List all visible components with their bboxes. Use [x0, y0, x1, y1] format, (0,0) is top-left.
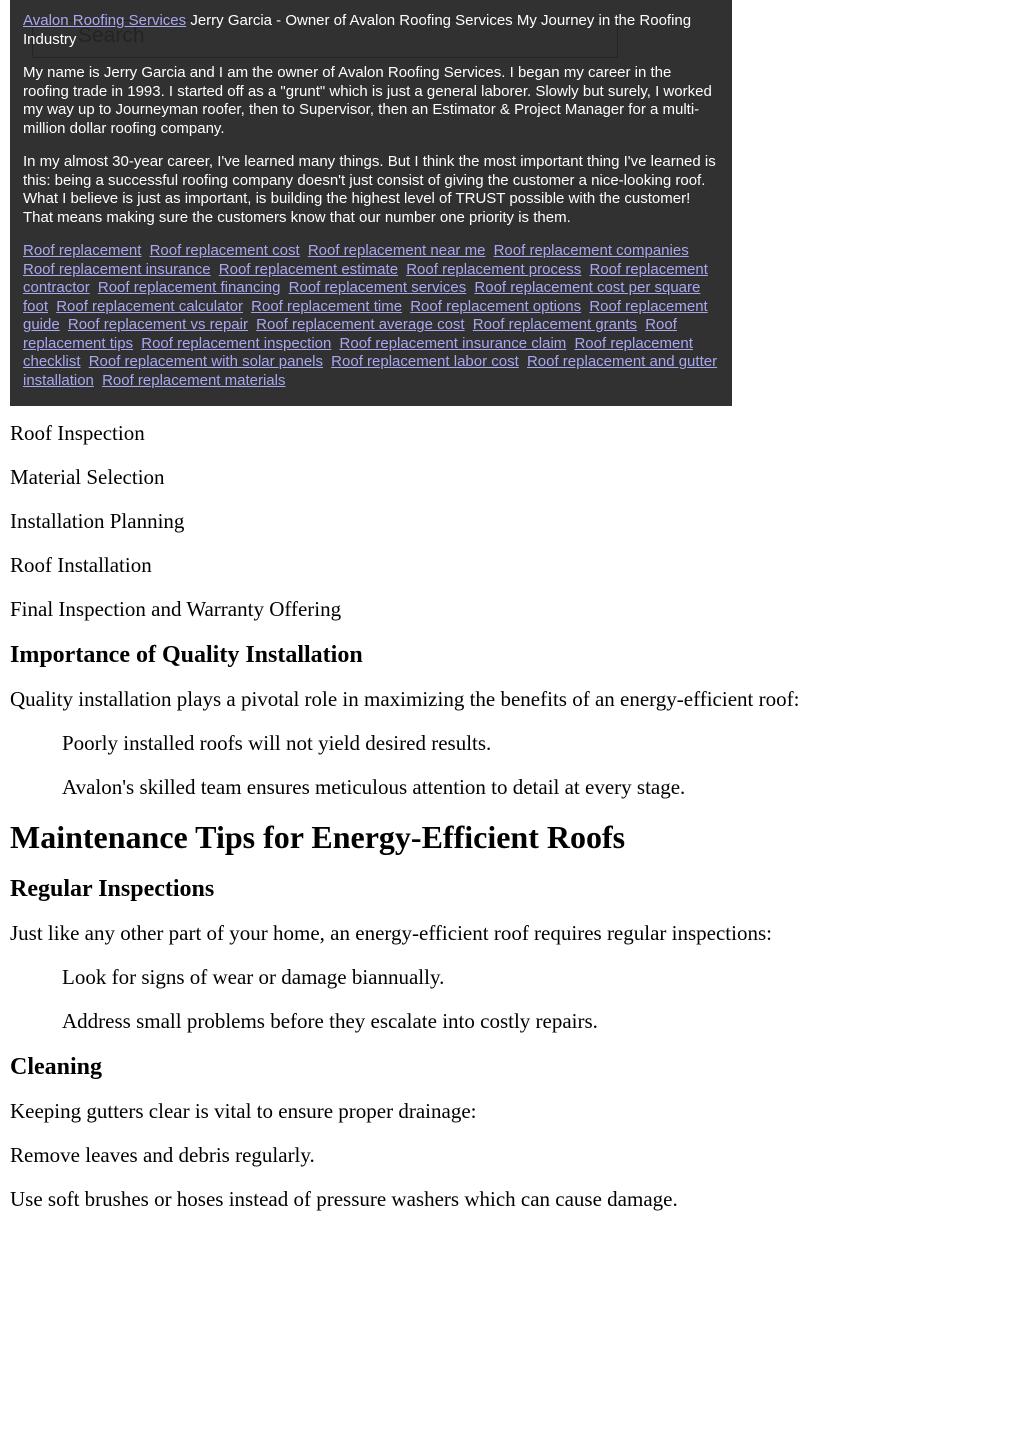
quality-intro: Quality installation plays a pivotal role in maximizing the benefits of an energy-efficient roof: [10, 687, 800, 711]
cleaning-intro: Keeping gutters clear is vital to ensure proper drainage: [10, 1099, 477, 1123]
tag-link[interactable]: Roof replacement financing [97, 279, 281, 296]
tag-link[interactable]: Roof replacement tips [23, 316, 677, 352]
author-bio-box [10, 0, 732, 406]
tag-link[interactable]: Roof replacement guide [23, 297, 708, 333]
inspections-heading: Regular Inspections [10, 876, 215, 902]
tag-link[interactable]: Roof replacement companies [493, 242, 689, 259]
step-item: Material Selection [10, 465, 165, 489]
tag-link[interactable]: Roof replacement estimate [218, 260, 399, 278]
tag-link[interactable]: Roof replacement vs repair [67, 316, 248, 333]
tag-link[interactable]: Roof replacement time [251, 297, 403, 315]
cleaning-heading: Cleaning [10, 1054, 103, 1080]
step-item: Roof Inspection [10, 421, 145, 445]
tag-link[interactable]: Roof replacement and gutter installation [23, 353, 718, 389]
maintenance-heading: Maintenance Tips for Energy-Efficient Roofs [10, 819, 626, 855]
author-headline-row [23, 12, 720, 49]
tag-link[interactable]: Roof replacement with solar panels [88, 353, 323, 370]
site-link[interactable]: Avalon Roofing Services [23, 12, 187, 29]
tag-link[interactable]: Roof replacement inspection [141, 334, 332, 352]
list-item: Poorly installed roofs will not yield desired results. [62, 731, 492, 755]
tag-link[interactable]: Roof replacement grants [472, 316, 638, 333]
tag-link[interactable]: Roof replacement labor cost [331, 353, 519, 370]
tag-link[interactable]: Roof replacement checklist [23, 334, 693, 370]
author-paragraph: In my almost 30-year career, I've learned many things. But I think the most important thing I've learned is this: being a successful roofing company doesn't just consist of giving the customer a nice-looking roof. What I believe is just as important, is building the highest level of TRUST possible with the customer! That means making sure the customers know that our number one priority is them. [23, 153, 716, 226]
inspections-intro: Just like any other part of your home, an energy-efficient roof requires regular inspections: [10, 921, 772, 945]
step-item: Final Inspection and Warranty Offering [10, 597, 342, 621]
tag-link[interactable]: Roof replacement insurance claim [339, 334, 567, 352]
list-item: Address small problems before they escalate into costly repairs. [62, 1009, 598, 1033]
tag-link[interactable]: Roof replacement near me [307, 242, 486, 259]
tag-link[interactable]: Roof replacement cost [149, 242, 300, 259]
tag-link[interactable]: Roof replacement services [288, 279, 467, 296]
tag-link[interactable]: Roof replacement [23, 242, 142, 259]
tag-link[interactable]: Roof replacement options [410, 297, 582, 315]
tag-link[interactable]: Roof replacement average cost [256, 316, 465, 333]
list-item: Avalon's skilled team ensures meticulous attention to detail at every stage. [62, 775, 686, 799]
tag-link[interactable]: Roof replacement insurance [23, 260, 211, 278]
tag-link[interactable]: Roof replacement cost per square foot [23, 279, 701, 315]
step-item: Roof Installation [10, 553, 152, 577]
article-content [10, 420, 1010, 1230]
tag-link[interactable]: Roof replacement contractor [23, 260, 708, 296]
list-item: Use soft brushes or hoses instead of pressure washers which can cause damage. [10, 1187, 678, 1211]
tag-link[interactable]: Roof replacement process [406, 260, 582, 278]
tag-links [23, 242, 720, 390]
quality-heading: Importance of Quality Installation [10, 642, 363, 668]
step-item: Installation Planning [10, 509, 185, 533]
tag-link[interactable]: Roof replacement calculator [56, 297, 243, 315]
list-item: Look for signs of wear or damage biannually. [62, 965, 445, 989]
tag-link[interactable]: Roof replacement materials [102, 371, 286, 389]
author-paragraph: My name is Jerry Garcia and I am the owner of Avalon Roofing Services. I began my career in the roofing trade in 1993. I started off as a "grunt" which is just a general laborer. Slowly but surely, I worked my way up to Journeyman roofer, then to Supervisor, then an Estimator & Project Manager for a multi-million dollar roofing company. [23, 64, 712, 137]
author-headline: Jerry Garcia - Owner of Avalon Roofing Services My Journey in the Roofing Industry [23, 12, 692, 48]
list-item: Remove leaves and debris regularly. [10, 1143, 315, 1167]
